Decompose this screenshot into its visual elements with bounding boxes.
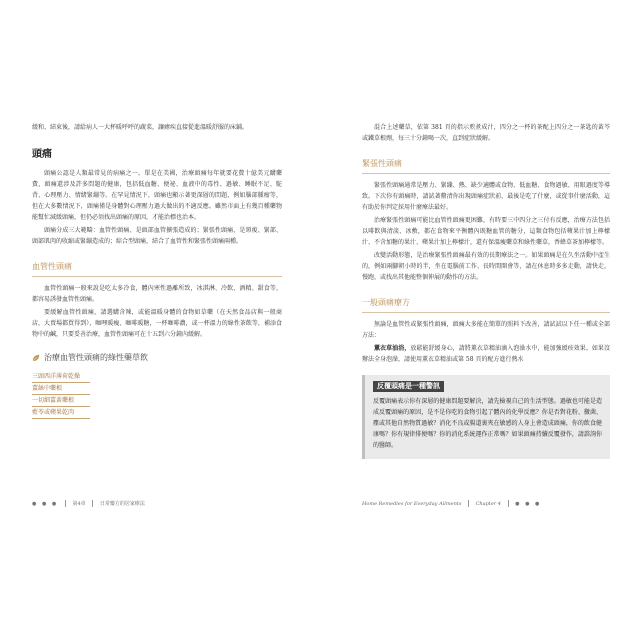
footer-chapter: 第4章 [72,501,86,507]
subheading-vascular-headache: 血管性頭痛 [32,262,72,271]
ingredient-item: 藍苓或蘋果乾肉 [32,407,90,419]
paragraph: 頭痛分成三大範疇：血管性頭痛、是頭部血管擴張造成的；緊張性頭痛，是頸痠、緊部、頭部肌肉的收縮或緊繃造成的；綜合型頭痛，結合了血管性和緊張性頭痛兩種。 [32,227,282,245]
paragraph-lavender [362,343,610,365]
lavender-text: 放鬆能舒緩身心，請將薰衣草精油滴入泡澡水中，能加強緩疹效果。如果沒辦法全身泡澡，請使用薰衣草精油或第 58 頁的配方進行熱水 [362,345,610,363]
paragraph: 血管性頭痛一般來說是吃太多冷食，體內寒性過離所致，冰淇淋、冷飲、酒精、甜食等，都容易誘發血管性頭痛。 [32,285,282,303]
left-page [32,122,282,419]
ingredient-item: 三頭西洋薄荷乾燥 [32,371,90,383]
subheading-general-remedies: 一般頭痛療方 [362,298,410,307]
ingredient-list [32,371,282,419]
footer-dots: ● ● ● [32,501,59,507]
sidebar-box-title: 反覆頭痛是一種警訊 [373,381,444,392]
intro-paragraph: 緩和、結束後，請給病人一大杯暖呼呼的蔬菜，讓瘧疾直接從進溫暖舒服的床鋪。 [32,124,249,131]
footer-book-title-en: Home Remedies for Everyday Ailments [362,501,462,507]
paragraph: 混合上述藥草，依第 381 頁的指示煎煮成汁，四分之一杯的茶配上四分之一茶匙的黃芩或鐵草根劑，每三十分鐘喝一次，直到症狀緩解。 [362,124,610,142]
sidebar-box-text: 反覆頭痛表示你有深層的健康問題要解決，請先檢視自己的生活型態。過敏也可能是造成反覆頭痛的原因，是不是你吃的食物引起了體內的化學反應？你是否對花粉、黴菌、塵或其他自然物質過敏？消化不良或腸道裏夾在敏感的人身上會造成頭痛，你的飲食健康嗎？你有規律排便嗎？你的消化系統運作正常嗎？如果頭痛持續反覆發作，請諮詢你的醫師。 [373,398,602,449]
paragraph: 治療緊張性頭痛可能比血管性頭痛更困難，有時要三中四分之三付有反應，治療方法包括以啡飲與清淡、冰敷，都在食物來平衡體內既糖血管的糖分，這類食物包括蘋果汁加上檸檬汁、不含加糖的果汁、蘋果汁加上檸檬汁，還有保溫瘦藥草和綠性藥草，香蜂草茶加檸檬等。 [362,217,610,246]
lavender-label: 薰衣草油浴， [374,345,411,352]
sidebar-box [362,375,610,459]
paragraph: 改變活動形態，是治療緊張性頭痛最有效的長期療法之一。如果頭痛是在久坐活動中產生的，例如兩腳朝小時的半，坐在電腦前工作、長時間開會等，請在休息時多多走動，請快走，慢跑，或找出其他能整個伸展的動作的方法。 [362,252,610,281]
right-page [362,122,610,459]
footer-chapter-en: Chapter 4 [475,501,501,507]
paragraph: 無論是血管性或緊張性頭痛，頭痛大多能在簡單的照料下改善，請試試以下任一種或全部方法： [362,321,610,339]
footer-separator [65,500,66,507]
footer-right [362,500,612,510]
subheading-tension-headache: 緊張性頭痛 [362,159,402,168]
ingredient-item: 一切細薑黃藥根 [32,395,90,407]
footer-left [32,500,282,510]
divider [32,276,282,277]
leaf-icon [32,354,40,362]
divider [362,312,610,313]
ingredient-item: 薑絲中藥根 [32,383,90,395]
paragraph: 頭痛公認是人類最常見的病痛之一。單是在美國，治療頭痛每年就要花費十億美元購藥費，頭痛還涉及許多問題的健康，包括低血糖、便祕、血液中的毒性、過敏、睡眠不足、駝背、心理壓力、情緒緊繃等。在罕見情況下，頭痛也顯示著更深層的問題，例如腦部腫瘤等，但在大多數情況下，頭痛僅是身體對心理壓力過大做出的不適反應。雖然市面上有幾百種藥物能幫忙減緩頭痛，但仍必須找出頭痛的原因，才能治標也治本。 [32,170,282,221]
recipe-title-text: 治療血管性頭痛的綠性藥草飲 [44,353,148,362]
footer-separator [92,500,93,507]
footer-dots: ● ● ● [515,501,542,507]
divider [362,173,610,174]
paragraph: 緊張性頭痛通常是壓力、緊繃、熱、缺少適體或食物、低血糖、食物過敏、用眼過度等導致。下次你有頭痛時，請試著釐清你出現頭痛症狀前，最後是吃了什麼，或從事什麼活動，這有助於你判定採用什麼療法最好。 [362,182,610,211]
recipe-title [32,352,282,363]
paragraph: 要緩解血管性頭痛，請選購含辣，或能溫暖身體的食物如草藥（在天然食品店與一般商店，大賣場都買得到），咖哩暖瘦、咖啡暖糖，一杯咖啡濃，或一杯溫力的綠性茶飲等，補添食物中的鹹，只要妥善治療，血管性頭痛可在十五到六分鐘內緩解。 [32,309,282,338]
heading-headache: 頭痛 [32,149,52,160]
footer-separator [468,500,469,507]
footer-separator [508,500,509,507]
footer-book-title: 日常藥方的居家療法 [99,501,145,507]
